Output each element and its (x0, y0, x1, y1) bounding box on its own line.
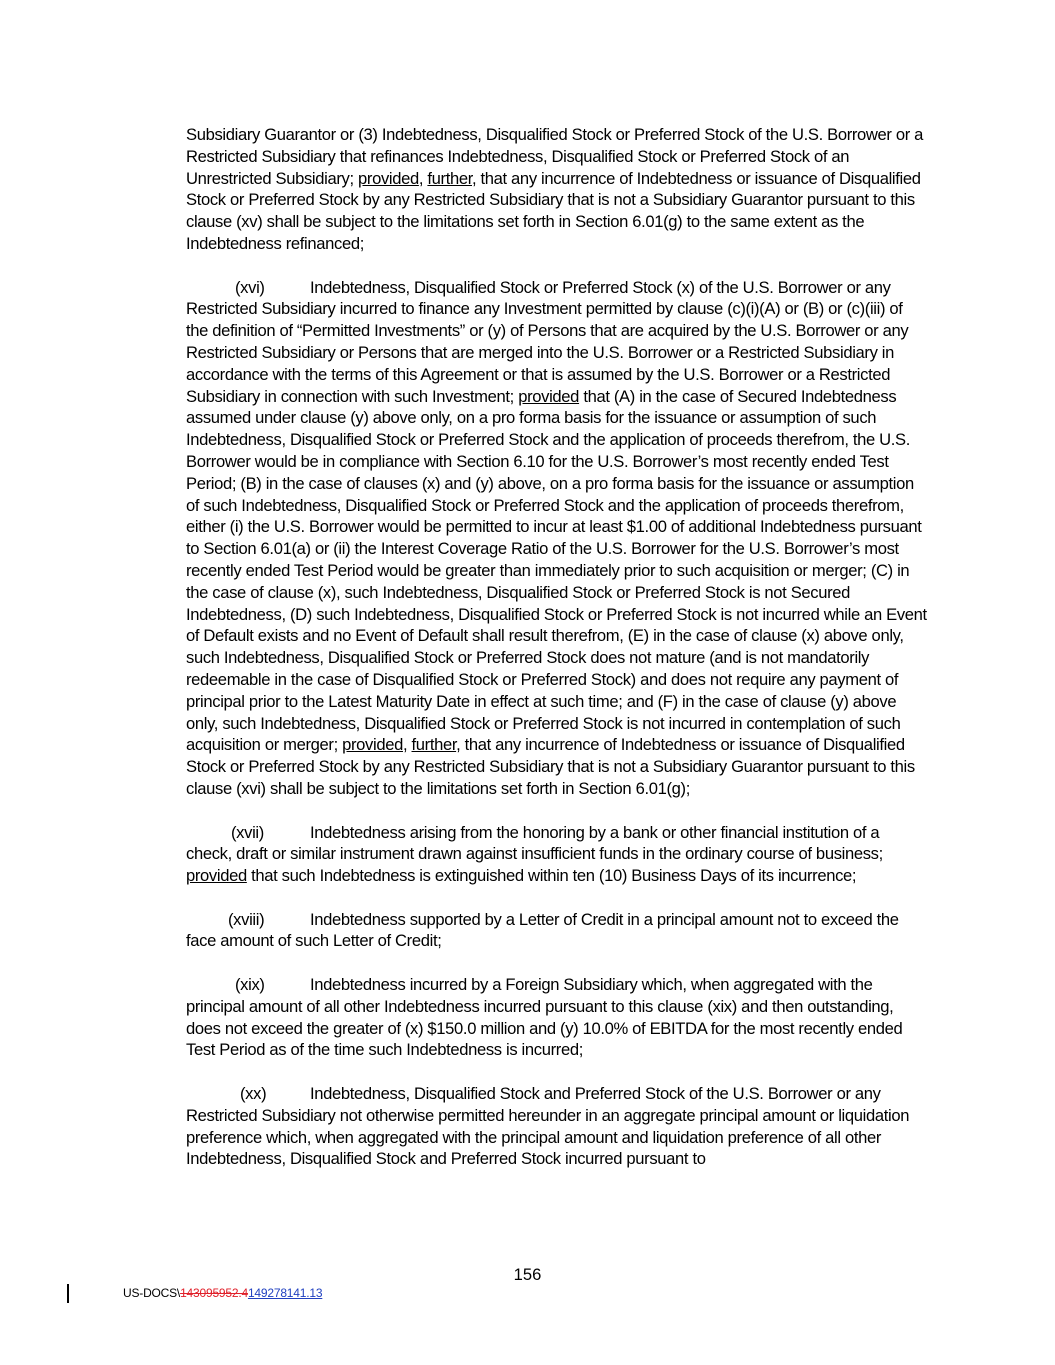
clause-xx: (xx) Indebtedness, Disqualified Stock and Preferred Stock of the U.S. Borrower or any Restricted Subsidiary not otherwise permitted hereunder in an aggregate principal amount or liquidation preference which, when aggregated with the principal amount and liquidation preference of all other Indebtedness, Disqualified Stock and Preferred Stock incurred pursuant to (186, 1084, 910, 1169)
provided-term: provided (518, 386, 580, 406)
inserted-document-id: 149278141.13 (247, 1286, 323, 1300)
document-id-footer (123, 1286, 322, 1300)
clause-xvii: (xvii) Indebtedness arising from the honoring by a bank or other financial institution of a check, draft or similar instrument drawn against insufficient funds in the ordinary course of business; provided that such Indebtedness is extinguished within ten (10) Business Days of its incurrence; (186, 822, 883, 886)
clause-number: (xvi) (235, 277, 265, 297)
provided-term: provided (342, 735, 403, 755)
deleted-document-id: 143095952.4 (180, 1286, 248, 1300)
provided-term: provided (358, 168, 419, 188)
clause-xvi: (xvi) Indebtedness, Disqualified Stock or Preferred Stock (x) of the U.S. Borrower or any Restricted Subsidiary incurred to finance any Investment permitted by clause (c)(i)(A) or (B) or (c)(iii) of the definition of “Permitted Investments” or (y) of Persons that are acquired by the U.S. Borrower or any Restricted Subsidiary or Persons that are merged into the U.S. Borrower or a Restricted Subsidiary in accordance with the terms of this Agreement or that is assumed by the U.S. Borrower or a Restricted Subsidiary in connection with such Investment; provided that (A) in the case of Secured Indebtedness assumed under clause (y) above only, on a pro forma basis for the issuance or assumption of such Indebtedness, Disqualified Stock or Preferred Stock and the application of proceeds therefrom, the U.S. Borrower would be in compliance with Section 6.10 for the U.S. Borrower’s most recently ended Test Period; (B) in the case of clauses (x) and (y) above, on a pro forma basis for the issuance or assumption of such Indebtedness, Disqualified Stock or Preferred Stock and the application of proceeds therefrom, either (i) the U.S. Borrower would be permitted to incur at least $1.00 of additional Indebtedness pursuant to Section 6.01(a) or (ii) the Interest Coverage Ratio of the U.S. Borrower for the U.S. Borrower’s most recently ended Test Period would be greater than immediately prior to such acquisition or merger; (C) in the case of clause (x), such Indebtedness, Disqualified Stock or Preferred Stock is not Secured Indebtedness, (D) such Indebtedness, Disqualified Stock or Preferred Stock is not incurred while an Event of Default exists and no Event of Default shall result therefrom, (E) in the case of clause (x) above only, such Indebtedness, Disqualified Stock or Preferred Stock does not mature (and is not mandatorily redeemable in the case of Disqualified Stock or Preferred Stock) and does not require any payment of principal prior to the Latest Maturity Date in effect at such time; and (F) in the case of clause (y) above only, such Indebtedness, Disqualified Stock or Preferred Stock is not incurred in contemplation of such acquisition or merger; provided, further, that any incurrence of Indebtedness or issuance of Disqualified Stock or Preferred Stock by any Restricted Subsidiary that is not a Subsidiary Guarantor pursuant to this clause (xvi) shall be subject to the limitations set forth in Section 6.01(g); (186, 277, 927, 798)
clause-number: (xix) (235, 975, 265, 995)
further-term: further (427, 168, 472, 188)
clause-xix: (xix) Indebtedness incurred by a Foreign Subsidiary which, when aggregated with the principal amount of all other Indebtedness incurred pursuant to this clause (xix) and then outstanding, does not exceed the greater of (x) $150.0 million and (y) 10.0% of EBITDA for the most recently ended Test Period as of the time such Indebtedness is incurred; (186, 975, 903, 1060)
body-text (186, 124, 928, 1192)
page-number: 156 (513, 1265, 542, 1284)
clause-number: (xvii) (231, 822, 264, 842)
clause-xviii: (xviii) Indebtedness supported by a Letter of Credit in a principal amount not to exceed the face amount of such Letter of Credit; (186, 909, 899, 951)
further-term: further (411, 735, 457, 755)
paragraph-continuation: Subsidiary Guarantor or (3) Indebtedness, Disqualified Stock or Preferred Stock of the U.S. Borrower or a Restricted Subsidiary that refinances Indebtedness, Disqualified Stock or Preferred Stock of an Unrestricted Subsidiary; provided, further, that any incurrence of Indebtedness or issuance of Disqualified Stock or Preferred Stock by any Restricted Subsidiary that is not a Subsidiary Guarantor pursuant to this clause (xv) shall be subject to the limitations set forth in Section 6.01(g) to the same extent as the Indebtedness refinanced; (186, 125, 924, 253)
clause-number: (xviii) (228, 909, 265, 929)
document-id-prefix: US-DOCS\ (123, 1286, 181, 1300)
revision-change-bar (67, 1284, 69, 1303)
clause-number: (xx) (240, 1084, 267, 1104)
provided-term: provided (186, 866, 247, 886)
